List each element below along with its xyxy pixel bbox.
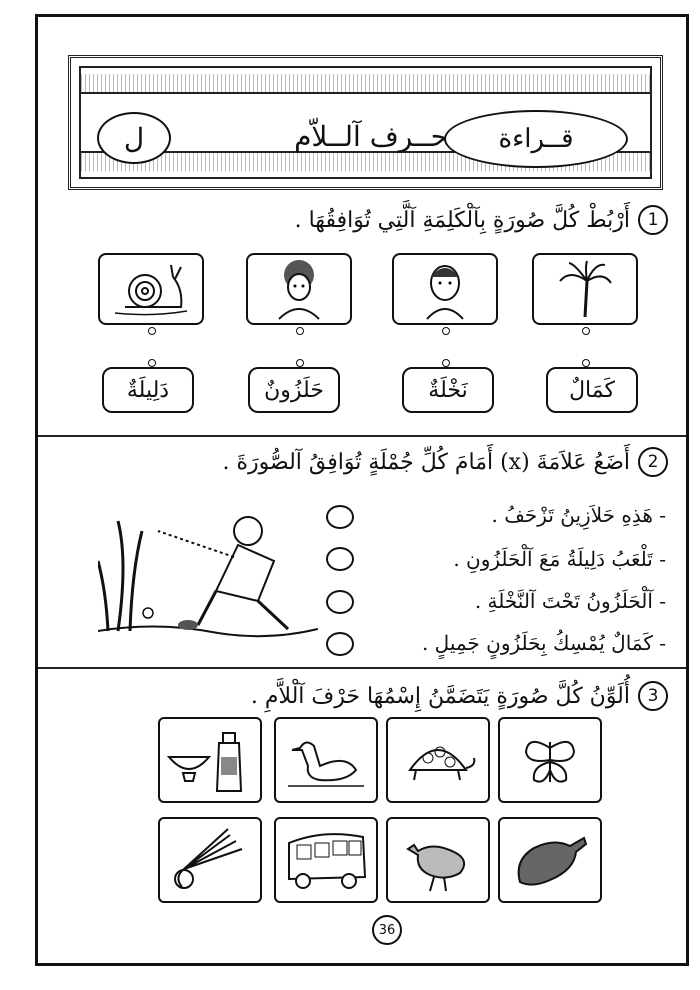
- snail-picture[interactable]: [98, 253, 204, 325]
- sentence-4: - كَمَالٌ يُمْسِكُ بِحَلَزُونٍ جَمِيلٍ .: [421, 631, 666, 655]
- onion-picture[interactable]: [158, 817, 262, 903]
- header-frame: [68, 55, 663, 190]
- page-number: 36: [372, 915, 402, 945]
- letter-oval: ل: [97, 112, 171, 164]
- meat-leg-icon: [510, 830, 590, 890]
- chicken-icon: [398, 827, 478, 893]
- palm-tree-picture[interactable]: [532, 253, 638, 325]
- exercise1-title: [295, 205, 668, 235]
- word-dalila[interactable]: دَلِيلَةٌ: [102, 367, 194, 413]
- exercise2-title: [223, 447, 669, 477]
- word-nakhla[interactable]: نَخْلَةٌ: [402, 367, 494, 413]
- checkbox-sentence-1[interactable]: [326, 505, 354, 529]
- word-halazoun[interactable]: حَلَزُونٌ: [248, 367, 340, 413]
- chicken-picture[interactable]: [386, 817, 490, 903]
- worksheet-page: [35, 14, 689, 966]
- exercise3-title: [251, 681, 668, 711]
- palm-tree-icon: [555, 259, 615, 319]
- word-kamal[interactable]: كَمَالٌ: [546, 367, 638, 413]
- checkbox-sentence-3[interactable]: [326, 590, 354, 614]
- sentence-3: - آلْحَلَزُونُ تَحْتَ آلنَّخْلَةِ .: [474, 589, 666, 613]
- girl-picture[interactable]: [246, 253, 352, 325]
- onion-icon: [170, 827, 250, 893]
- boy-watering-picture: [98, 501, 318, 651]
- bowl-and-bottle-picture[interactable]: [158, 717, 262, 803]
- duck-picture[interactable]: [274, 717, 378, 803]
- duck-icon: [286, 730, 366, 790]
- meat-leg-picture[interactable]: [498, 817, 602, 903]
- turtle-picture[interactable]: [386, 717, 490, 803]
- bowl-and-bottle-icon: [165, 727, 255, 793]
- subject-oval: قــراءة: [444, 110, 628, 168]
- checkbox-sentence-2[interactable]: [326, 547, 354, 571]
- exercise2-instruction: أَضَعُ عَلاَمَةَ (x) أَمَامَ كُلِّ جُمْلَةٍ تُوَافِقُ آلصُّورَةَ .: [222, 449, 630, 475]
- page-title: حــرف آلــلاّم: [294, 120, 448, 153]
- butterfly-icon: [520, 730, 580, 790]
- turtle-icon: [398, 730, 478, 790]
- sentence-1: - هَذِهِ حَلاَزِينُ تَزْحَفُ .: [491, 503, 666, 527]
- exercise1-number: 1: [638, 205, 668, 235]
- exercise1-instruction: أَرْبُطْ كُلَّ صُورَةٍ بِآلْكَلِمَةِ آلَّتِي تُوَافِقُهَا .: [294, 207, 630, 233]
- bus-icon: [283, 829, 369, 891]
- exercise2-number: 2: [638, 447, 668, 477]
- butterfly-picture[interactable]: [498, 717, 602, 803]
- bus-picture[interactable]: [274, 817, 378, 903]
- snail-icon: [111, 259, 191, 319]
- sentence-2: - تَلْعَبُ دَلِيلَةُ مَعَ آلْحَلَزُونِ .: [453, 547, 666, 571]
- boy-face-icon: [415, 257, 475, 321]
- boy-watering-plants-icon: [98, 501, 318, 651]
- boy-picture[interactable]: [392, 253, 498, 325]
- exercise3-instruction: أُلَوِّنُ كُلَّ صُورَةٍ يَتَضَمَّنُ إِسْمُهَا حَرْفَ آلْلاَّمِ .: [250, 683, 630, 709]
- girl-face-icon: [269, 257, 329, 321]
- checkbox-sentence-4[interactable]: [326, 632, 354, 656]
- exercise3-number: 3: [638, 681, 668, 711]
